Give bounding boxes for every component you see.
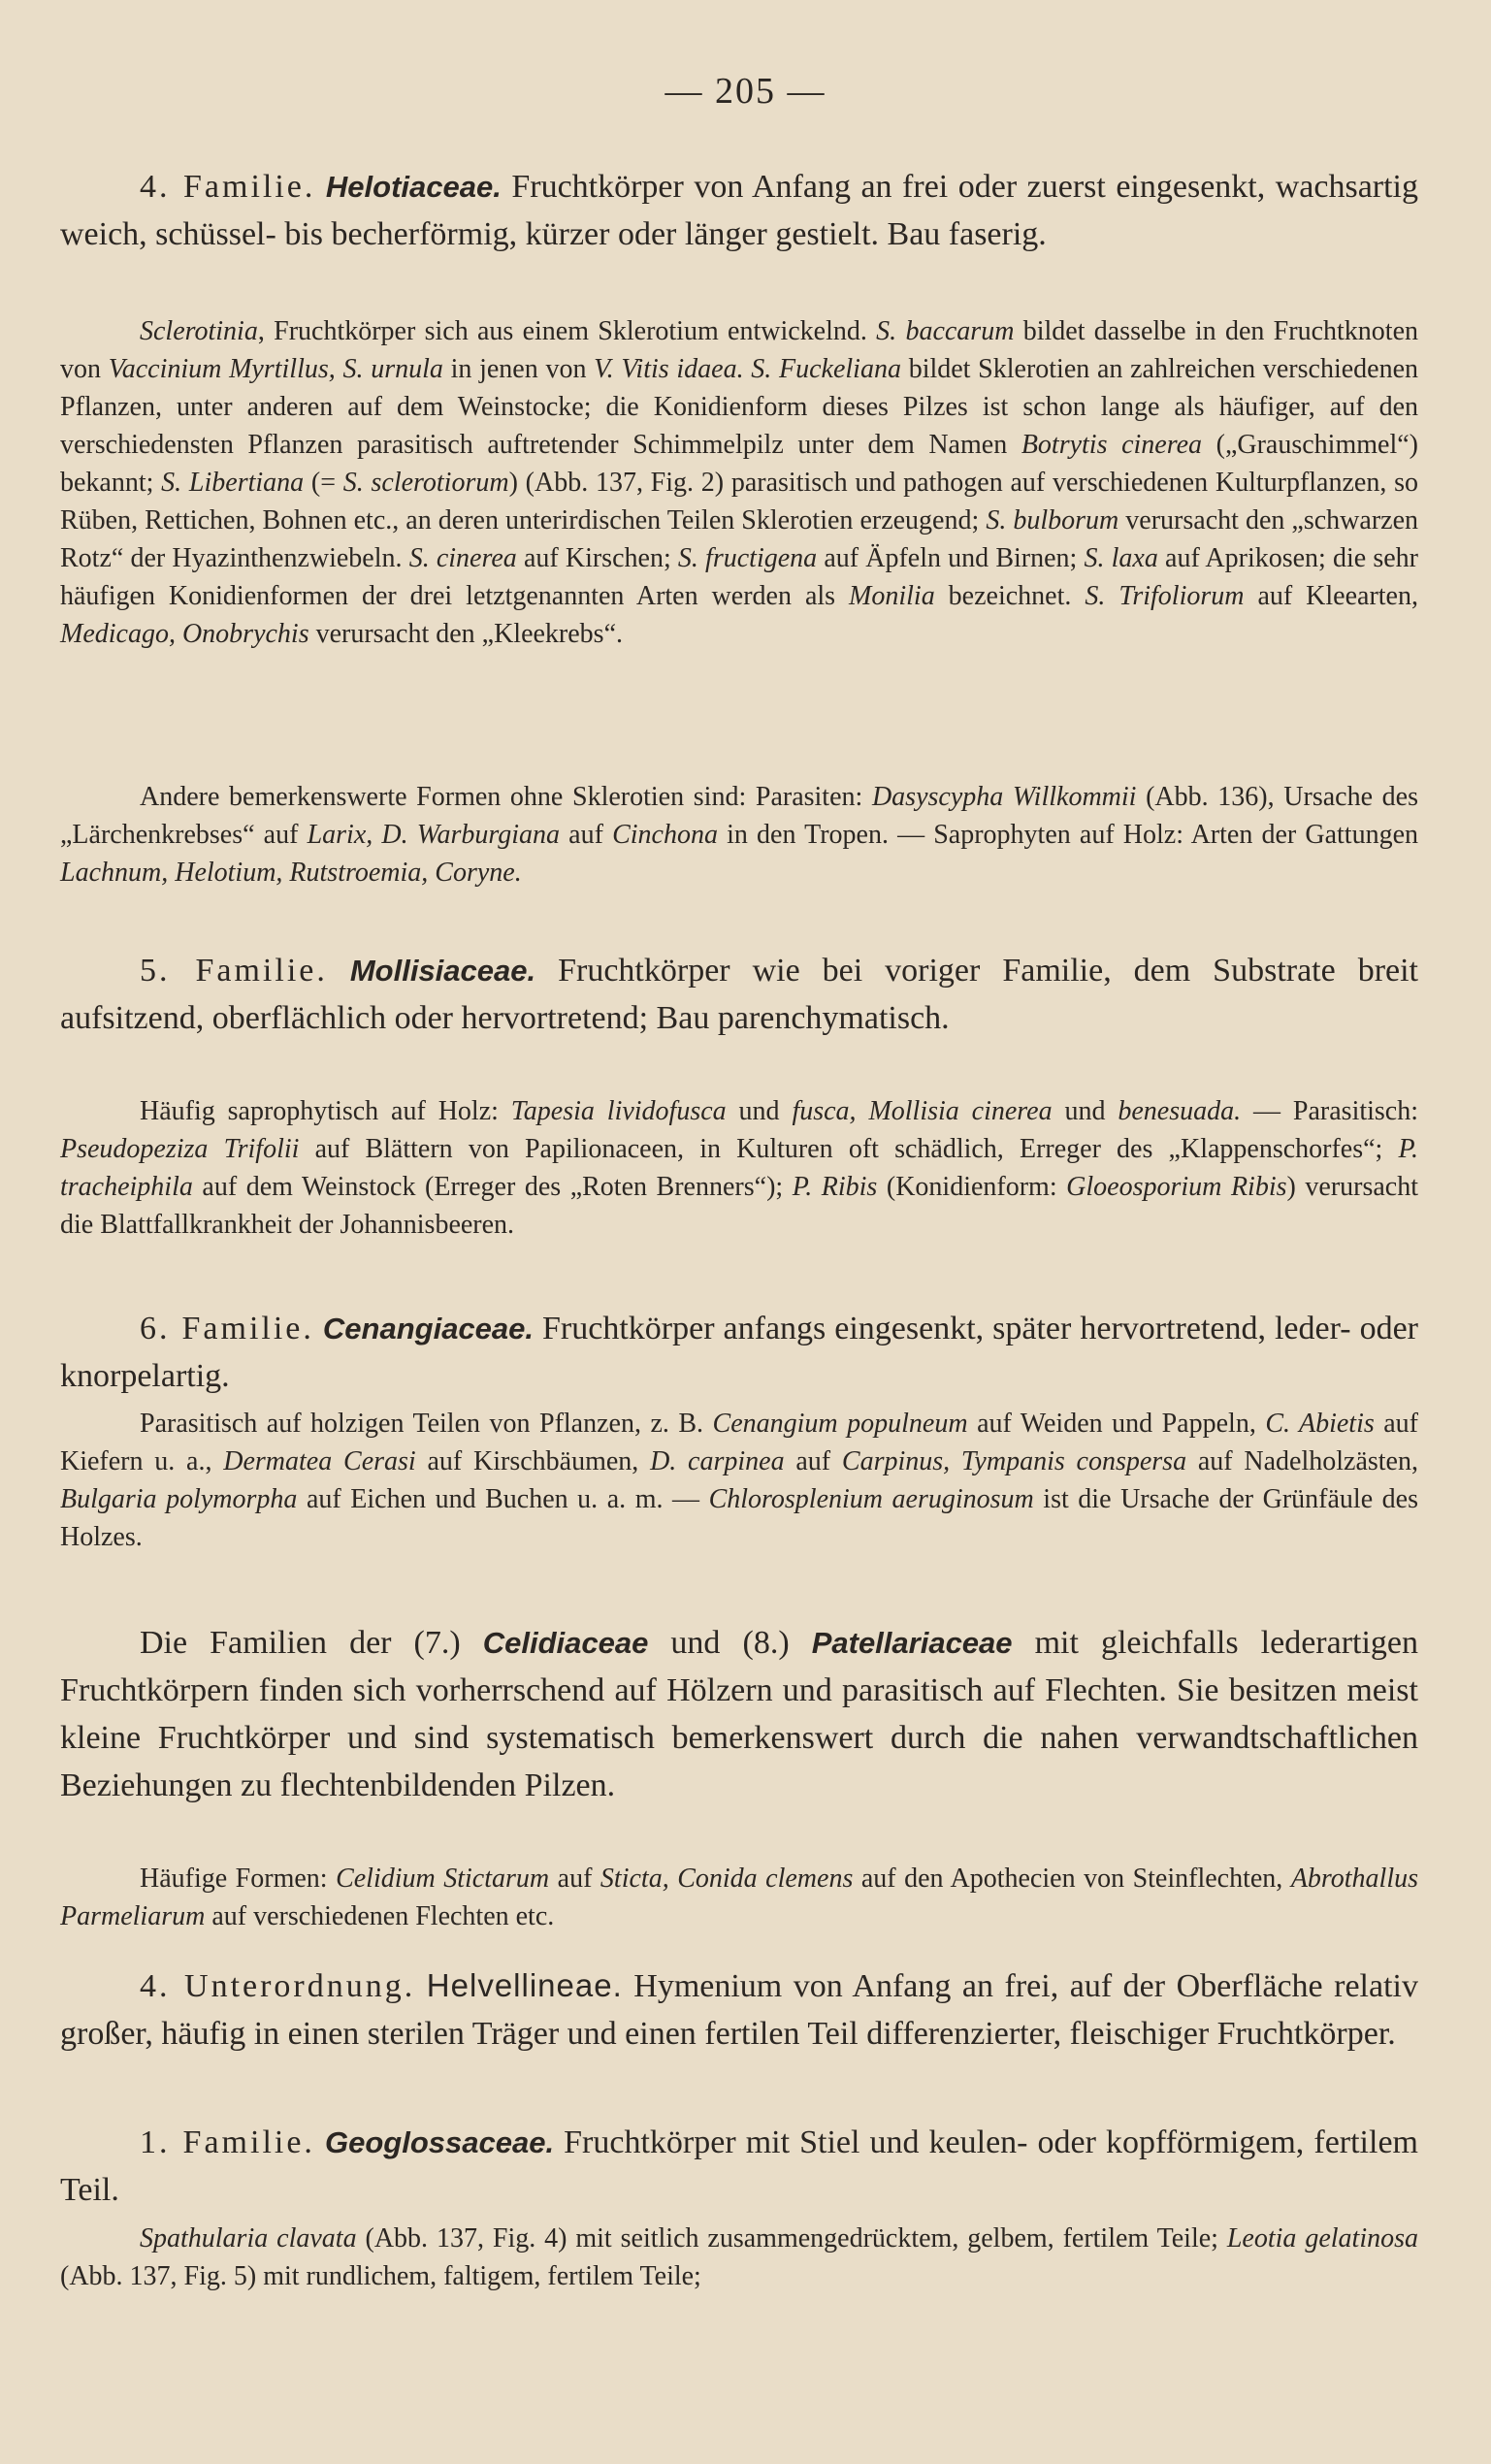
suborder-name: Helvellineae. [426, 1967, 623, 2003]
text-run: ist die Ursache der Grünfäule des Holzes. [60, 1484, 1419, 1552]
italic-term: Sticta, Conida clemens [600, 1864, 854, 1894]
text-run: und [726, 1096, 793, 1126]
italic-term: C. Abietis [1265, 1409, 1375, 1439]
text-run: auf Kirschen; [516, 543, 678, 573]
text-run: bezeichnet. [934, 581, 1086, 611]
italic-term: S. laxa [1084, 543, 1158, 573]
italic-term: Botrytis cinerea [1021, 430, 1203, 460]
family-name: Mollisiaceae. [349, 954, 536, 988]
text-run: bildet dasselbe in den Fruchtknoten von [60, 316, 1418, 384]
italic-term: S. cinerea [408, 543, 517, 573]
italic-term: D. carpinea [650, 1446, 785, 1476]
italic-term: Celidium Stictarum [336, 1864, 550, 1894]
italic-term: Tapesia lividofusca [510, 1096, 727, 1126]
text-run: auf Weiden und Pappeln, [967, 1409, 1266, 1439]
italic-term: benesuada. [1118, 1096, 1242, 1126]
text-run: (Konidienform: [877, 1172, 1067, 1202]
text-run: ) verursacht die Blattfallkrankheit der Johannisbeeren. [60, 1172, 1418, 1240]
text-run: auf [784, 1446, 842, 1476]
italic-term: Monilia [849, 581, 935, 611]
text-run: , Fruchtkörper sich aus einem Sklerotium entwickelnd. [257, 316, 877, 346]
text-run: auf Eichen und Buchen u. a. m. — [297, 1484, 709, 1514]
text-run: auf dem Weinstock (Erreger des „Roten Brenners“); [192, 1172, 793, 1202]
text-run: auf Kleearten, [1244, 581, 1418, 611]
italic-term: S. bulborum [986, 505, 1119, 535]
text-run: auf Kirschbäumen, [415, 1446, 651, 1476]
text-run: Häufig saprophytisch auf Holz: [140, 1096, 511, 1126]
italic-term: Pseudopeziza Trifolii [60, 1134, 300, 1164]
text-run: — Parasitisch: [1241, 1096, 1419, 1126]
italic-term: Cenangium populneum [712, 1409, 968, 1439]
italic-term: Bulgaria polymorpha [60, 1484, 298, 1514]
text-run: („Grauschimmel“) bekannt; [60, 430, 1418, 498]
family-description: Fruchtkörper von Anfang an frei oder zuerst eingesenkt, wachsartig weich, schüssel- bis becherförmig, kürzer oder länger gestielt. Bau faserig. [60, 169, 1419, 252]
italic-term: S. fructigena [677, 543, 818, 573]
text-run: verursacht den „schwarzen Rotz“ der Hyazinthenzwiebeln. [60, 505, 1419, 573]
text-run: ) (Abb. 137, Fig. 2) parasitisch und pathogen auf verschiedenen Kulturpflanzen, so Rüben, Rettichen, Bohnen etc., an deren unterirdischen Teilen Sklerotien erzeugend; [60, 468, 1418, 535]
italic-term: Larix, D. Warburgiana [307, 820, 561, 850]
intro-text: mit gleichfalls lederartigen Fruchtkörpern finden sich vorherrschend auf Hölzern und parasitisch auf Flechten. Sie besitzen meist kleine Fruchtkörper und sind systematisch bemerkenswert durch die nahen verwandtschaftlichen Beziehungen zu flechtenbildenden Pilzen. [60, 1625, 1419, 1803]
text-run: in jenen von [442, 354, 595, 384]
text-run: auf Nadelholzästen, [1186, 1446, 1418, 1476]
text-run: (Abb. 137, Fig. 5) mit rundlichem, faltigem, fertilem Teile; [60, 2261, 701, 2291]
family-4-paragraph-2 [60, 778, 1418, 892]
text-run: auf [560, 820, 613, 850]
text-run: Andere bemerkenswerte Formen ohne Sklerotien sind: Parasiten: [140, 782, 872, 812]
italic-term: P. Ribis [792, 1172, 878, 1202]
family-label: 5. Familie. [140, 953, 328, 989]
family-6-heading [60, 1305, 1418, 1400]
page-number: — 205 — [664, 71, 827, 112]
italic-term: Abrothallus Parmeliarum [60, 1864, 1419, 1931]
family-1-heading [60, 2119, 1418, 2214]
suborder-description: Hymenium von Anfang an frei, auf der Oberfläche relativ großer, häufig in einen sterilen Träger und einen fertilen Teil differenzierter, fleischiger Fruchtkörper. [60, 1968, 1418, 2052]
text-run: auf [549, 1864, 600, 1894]
family-4-paragraph-1 [60, 312, 1418, 653]
family-description: Fruchtkörper anfangs eingesenkt, später hervortretend, leder- oder knorpelartig. [60, 1311, 1418, 1394]
italic-term: S. Libertiana [161, 468, 305, 498]
family-4-heading [60, 163, 1418, 258]
family-label: 4. Familie. [140, 169, 316, 205]
family-label: 6. Familie. [140, 1311, 314, 1346]
text-run: Häufige Formen: [140, 1864, 337, 1894]
text-run: bildet Sklerotien an zahlreichen verschiedenen Pflanzen, unter anderen auf dem Weinstocke; die Konidienform dieses Pilzes ist schon lange als häufiger, auf den verschiedensten Pflanzen parasitisch auftretender Schimmelpilz unter dem Namen [60, 354, 1419, 460]
italic-term: Leotia gelatinosa [1226, 2223, 1418, 2253]
italic-term: Gloeosporium Ribis [1066, 1172, 1287, 1202]
text-run: verursacht den „Kleekrebs“. [308, 619, 624, 649]
family-name-celidiaceae: Celidiaceae [482, 1626, 649, 1660]
family-description: Fruchtkörper wie bei voriger Familie, dem Substrate breit aufsitzend, oberflächlich oder hervortretend; Bau parenchymatisch. [60, 953, 1418, 1036]
text-run: auf Äpfeln und Birnen; [817, 543, 1085, 573]
italic-term: Dasyscypha Willkommii [871, 782, 1137, 812]
text-run: auf den Apothecien von Steinflechten, [853, 1864, 1291, 1894]
italic-term: fusca, Mollisia cinerea [792, 1096, 1053, 1126]
text-run: auf verschiedenen Flechten etc. [205, 1901, 555, 1931]
text-run: Parasitisch auf holzigen Teilen von Pflanzen, z. B. [140, 1409, 713, 1439]
family-5-paragraph-1 [60, 1092, 1418, 1244]
italic-term: Dermatea Cerasi [223, 1446, 416, 1476]
italic-term: V. Vitis idaea. S. Fuckeliana [594, 354, 901, 384]
intro-text: Die Familien der (7.) [140, 1625, 483, 1661]
text-run: (Abb. 137, Fig. 4) mit seitlich zusammengedrücktem, gelbem, fertilem Teile; [356, 2223, 1227, 2253]
family-5-heading [60, 947, 1418, 1042]
text-run: in den Tropen. — Saprophyten auf Holz: Arten der Gattungen [717, 820, 1419, 850]
text-run: (Abb. 136), Ursache des „Lärchenkrebses“ auf [60, 782, 1418, 850]
italic-term: Vaccinium Myrtillus, S. urnula [108, 354, 443, 384]
italic-term: Sclerotinia [140, 316, 258, 346]
family-name: Cenangiaceae. [322, 1312, 535, 1345]
family-name: Helotiaceae. [325, 170, 502, 204]
suborder-label: 4. Unterordnung. [140, 1968, 416, 2004]
family-6-paragraph-1 [60, 1405, 1418, 1556]
family-name: Geoglossaceae. [325, 2125, 555, 2159]
families-7-8-examples [60, 1860, 1418, 1935]
italic-term: Carpinus, Tympanis conspersa [841, 1446, 1187, 1476]
text-run: auf Kiefern u. a., [60, 1409, 1418, 1476]
families-7-8-paragraph [60, 1619, 1418, 1809]
text-run: (= [304, 468, 343, 498]
family-1-paragraph-1 [60, 2220, 1418, 2295]
text-run: auf Aprikosen; die sehr häufigen Konidienformen der drei letztgenannten Arten werden als [60, 543, 1419, 611]
italic-term: Spathularia clavata [140, 2223, 357, 2253]
italic-term: S. sclerotiorum [342, 468, 509, 498]
family-name-patellariaceae: Patellariaceae [811, 1626, 1013, 1660]
text-run: und [1052, 1096, 1118, 1126]
family-description: Fruchtkörper mit Stiel und keulen- oder kopfförmigem, fertilem Teil. [60, 2124, 1418, 2208]
italic-term: Chlorosplenium aeruginosum [708, 1484, 1034, 1514]
family-label: 1. Familie. [140, 2124, 315, 2160]
italic-term: S. Trifoliorum [1085, 581, 1245, 611]
italic-term: Lachnum, Helotium, Rutstroemia, Coryne. [60, 858, 522, 888]
italic-term: P. tracheiphila [60, 1134, 1418, 1202]
intro-text: und (8.) [648, 1625, 812, 1661]
italic-term: Cinchona [612, 820, 718, 850]
italic-term: Medicago, Onobrychis [60, 619, 309, 649]
italic-term: S. baccarum [876, 316, 1015, 346]
text-run: auf Blättern von Papilionaceen, in Kulturen oft schädlich, Erreger des „Klappenschorfes“; [299, 1134, 1399, 1164]
suborder-4-heading [60, 1961, 1418, 2058]
